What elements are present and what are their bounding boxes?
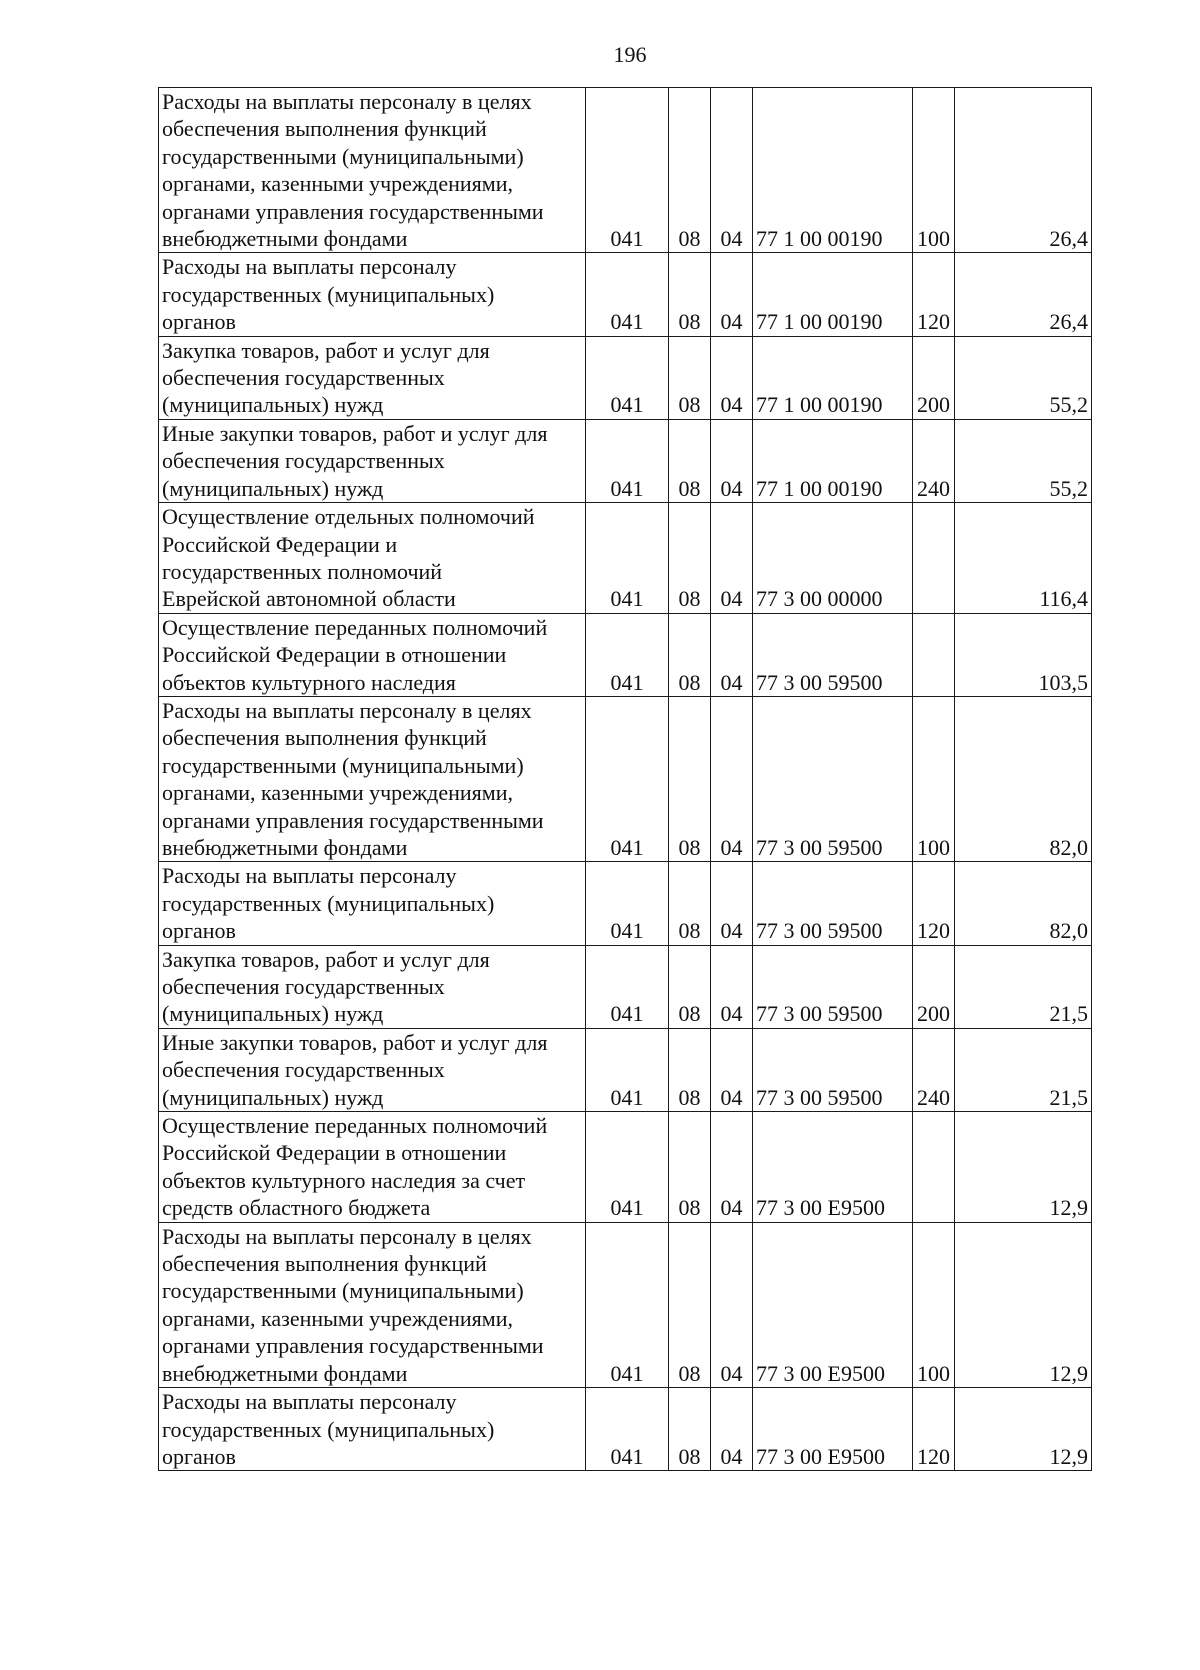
page-number: 196 (613, 42, 647, 67)
expense-name: Расходы на выплаты персоналу государственных (муниципальных) органов (162, 863, 495, 944)
expense-name-cell (159, 1028, 586, 1111)
expense-name: Осуществление переданных полномочий Российской Федерации в отношении объектов культурного наследия (162, 614, 548, 695)
gr-code-cell: 041 (586, 253, 669, 336)
section-code-cell: 08 (669, 613, 711, 696)
section-code-cell: 08 (669, 1222, 711, 1387)
expense-type-cell: 240 (913, 419, 955, 502)
subsection-code-cell: 04 (711, 1388, 753, 1471)
target-article-cell: 77 3 00 E9500 (753, 1388, 913, 1471)
gr-code-cell: 041 (586, 503, 669, 614)
table-row (159, 1222, 1092, 1387)
subsection-code-cell: 04 (711, 253, 753, 336)
expense-name: Расходы на выплаты персоналу государственных (муниципальных) органов (162, 1389, 495, 1469)
expense-type-cell: 200 (913, 945, 955, 1028)
expense-type-cell (913, 1112, 955, 1223)
table-row (159, 613, 1092, 696)
amount-cell: 55,2 (955, 336, 1092, 419)
expense-name-cell (159, 336, 586, 419)
table-row (159, 696, 1092, 861)
amount-cell: 82,0 (955, 862, 1092, 945)
expense-name: Осуществление отдельных полномочий Российской Федерации и государственных полномочий Еврейской автономной области (162, 504, 535, 612)
section-code-cell: 08 (669, 696, 711, 861)
expense-type-cell: 120 (913, 1388, 955, 1471)
budget-table-body (159, 88, 1092, 1471)
expense-name: Закупка товаров, работ и услуг для обеспечения государственных (муниципальных) нужд (162, 337, 490, 418)
amount-cell: 82,0 (955, 696, 1092, 861)
amount-cell: 21,5 (955, 1028, 1092, 1111)
expense-name-cell (159, 1222, 586, 1387)
expense-name: Осуществление переданных полномочий Российской Федерации в отношении объектов культурного наследия за счет средств областного бюджета (162, 1113, 548, 1221)
table-row (159, 503, 1092, 614)
target-article-cell: 77 1 00 00190 (753, 419, 913, 502)
expense-type-cell: 120 (913, 862, 955, 945)
section-code-cell: 08 (669, 336, 711, 419)
section-code-cell: 08 (669, 419, 711, 502)
target-article-cell: 77 3 00 59500 (753, 613, 913, 696)
target-article-cell: 77 3 00 E9500 (753, 1222, 913, 1387)
expense-name-cell (159, 945, 586, 1028)
section-code-cell: 08 (669, 88, 711, 253)
expense-name: Иные закупки товаров, работ и услуг для обеспечения государственных (муниципальных) нужд (162, 420, 548, 501)
expense-name: Расходы на выплаты персоналу в целях обеспечения выполнения функций государственными (муниципальными) органами, казенными учреждениями, органами управления государственными внебюджетными фондами (162, 1223, 544, 1386)
expense-type-cell: 120 (913, 253, 955, 336)
table-row (159, 1112, 1092, 1223)
section-code-cell: 08 (669, 862, 711, 945)
gr-code-cell: 041 (586, 945, 669, 1028)
table-row (159, 336, 1092, 419)
expense-type-cell: 240 (913, 1028, 955, 1111)
subsection-code-cell: 04 (711, 696, 753, 861)
gr-code-cell: 041 (586, 1112, 669, 1223)
amount-cell: 103,5 (955, 613, 1092, 696)
expense-name: Закупка товаров, работ и услуг для обеспечения государственных (муниципальных) нужд (162, 946, 490, 1027)
subsection-code-cell: 04 (711, 419, 753, 502)
subsection-code-cell: 04 (711, 1222, 753, 1387)
table-row (159, 88, 1092, 253)
expense-type-cell: 100 (913, 1222, 955, 1387)
expense-type-cell (913, 503, 955, 614)
budget-table (158, 87, 1092, 1471)
section-code-cell: 08 (669, 945, 711, 1028)
gr-code-cell: 041 (586, 696, 669, 861)
amount-cell: 116,4 (955, 503, 1092, 614)
section-code-cell: 08 (669, 1388, 711, 1471)
table-row (159, 419, 1092, 502)
target-article-cell: 77 3 00 59500 (753, 1028, 913, 1111)
expense-type-cell: 100 (913, 88, 955, 253)
table-row (159, 945, 1092, 1028)
amount-cell: 21,5 (955, 945, 1092, 1028)
target-article-cell: 77 3 00 59500 (753, 862, 913, 945)
amount-cell: 26,4 (955, 88, 1092, 253)
target-article-cell: 77 3 00 59500 (753, 945, 913, 1028)
expense-name: Расходы на выплаты персоналу в целях обеспечения выполнения функций государственными (муниципальными) органами, казенными учреждениями, органами управления государственными внебюджетными фондами (162, 89, 544, 252)
expense-name-cell (159, 696, 586, 861)
expense-name: Расходы на выплаты персоналу в целях обеспечения выполнения функций государственными (муниципальными) органами, казенными учреждениями, органами управления государственными внебюджетными фондами (162, 697, 544, 860)
expense-type-cell: 100 (913, 696, 955, 861)
table-row (159, 1028, 1092, 1111)
amount-cell: 12,9 (955, 1388, 1092, 1471)
amount-cell: 12,9 (955, 1112, 1092, 1223)
amount-cell: 55,2 (955, 419, 1092, 502)
expense-name-cell (159, 419, 586, 502)
expense-name-cell (159, 253, 586, 336)
expense-name-cell (159, 1112, 586, 1223)
gr-code-cell: 041 (586, 419, 669, 502)
subsection-code-cell: 04 (711, 1112, 753, 1223)
expense-name: Расходы на выплаты персоналу государственных (муниципальных) органов (162, 254, 495, 335)
target-article-cell: 77 3 00 59500 (753, 696, 913, 861)
gr-code-cell: 041 (586, 1222, 669, 1387)
target-article-cell: 77 1 00 00190 (753, 253, 913, 336)
subsection-code-cell: 04 (711, 336, 753, 419)
gr-code-cell: 041 (586, 862, 669, 945)
section-code-cell: 08 (669, 253, 711, 336)
expense-name-cell (159, 88, 586, 253)
section-code-cell: 08 (669, 503, 711, 614)
target-article-cell: 77 3 00 E9500 (753, 1112, 913, 1223)
subsection-code-cell: 04 (711, 862, 753, 945)
subsection-code-cell: 04 (711, 503, 753, 614)
gr-code-cell: 041 (586, 336, 669, 419)
amount-cell: 12,9 (955, 1222, 1092, 1387)
expense-name-cell (159, 503, 586, 614)
expense-type-cell: 200 (913, 336, 955, 419)
subsection-code-cell: 04 (711, 1028, 753, 1111)
expense-name-cell (159, 862, 586, 945)
target-article-cell: 77 3 00 00000 (753, 503, 913, 614)
subsection-code-cell: 04 (711, 613, 753, 696)
gr-code-cell: 041 (586, 88, 669, 253)
subsection-code-cell: 04 (711, 945, 753, 1028)
gr-code-cell: 041 (586, 1028, 669, 1111)
section-code-cell: 08 (669, 1112, 711, 1223)
expense-name: Иные закупки товаров, работ и услуг для обеспечения государственных (муниципальных) нужд (162, 1029, 548, 1110)
table-row (159, 253, 1092, 336)
gr-code-cell: 041 (586, 1388, 669, 1471)
target-article-cell: 77 1 00 00190 (753, 88, 913, 253)
amount-cell: 26,4 (955, 253, 1092, 336)
gr-code-cell: 041 (586, 613, 669, 696)
section-code-cell: 08 (669, 1028, 711, 1111)
expense-name-cell (159, 1388, 586, 1471)
table-row (159, 862, 1092, 945)
table-row (159, 1388, 1092, 1471)
expense-type-cell (913, 613, 955, 696)
target-article-cell: 77 1 00 00190 (753, 336, 913, 419)
subsection-code-cell: 04 (711, 88, 753, 253)
expense-name-cell (159, 613, 586, 696)
